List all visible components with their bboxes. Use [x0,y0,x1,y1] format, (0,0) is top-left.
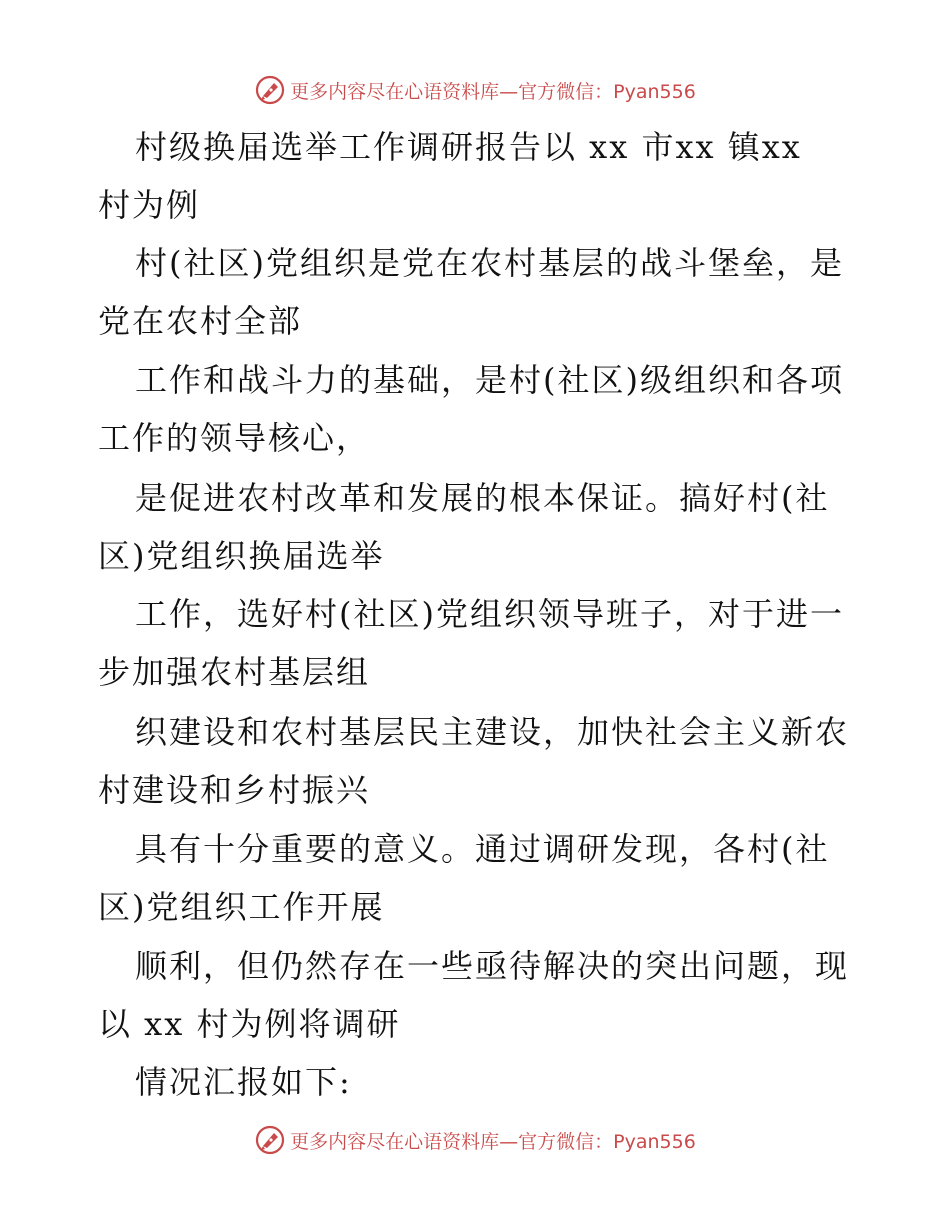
paragraph-line: 工作，选好村(社区)党组织领导班子，对于进一 [135,595,844,633]
paragraph-line: 村建设和乡村振兴 [98,771,371,809]
footer-banner [0,1120,950,1160]
footer-banner-text: 更多内容尽在心语资料库—官方微信：Pyan556 [290,1130,696,1153]
paragraph-line: 村级换届选举工作调研报告以 xx 市xx 镇xx [135,128,802,166]
paragraph-line: 区)党组织换届选举 [98,537,385,575]
paragraph-line: 织建设和农村基层民主建设，加快社会主义新农 [135,713,850,751]
paragraph-line: 工作的领导核心， [98,419,371,457]
paragraph-line: 村为例 [98,186,201,224]
paragraph-line: 情况汇报如下: [135,1063,352,1101]
paragraph-line: 党在农村全部 [98,302,303,340]
paragraph-line: 步加强农村基层组 [98,653,371,691]
paragraph-line: 村(社区)党组织是党在农村基层的战斗堡垒，是 [135,244,844,282]
paragraph-line: 区)党组织工作开展 [98,888,385,926]
paragraph-line: 是促进农村改革和发展的根本保证。搞好村(社 [135,479,830,517]
paragraph-line: 工作和战斗力的基础，是村(社区)级组织和各项 [135,361,844,399]
pen-nib-logo-icon [254,1124,286,1156]
paragraph-line: 具有十分重要的意义。通过调研发现，各村(社 [135,830,830,868]
paragraph-line: 以 xx 村为例将调研 [98,1005,401,1043]
paragraph-line: 顺利，但仍然存在一些亟待解决的突出问题，现 [135,947,850,985]
header-banner-text: 更多内容尽在心语资料库—官方微信：Pyan556 [290,80,696,103]
